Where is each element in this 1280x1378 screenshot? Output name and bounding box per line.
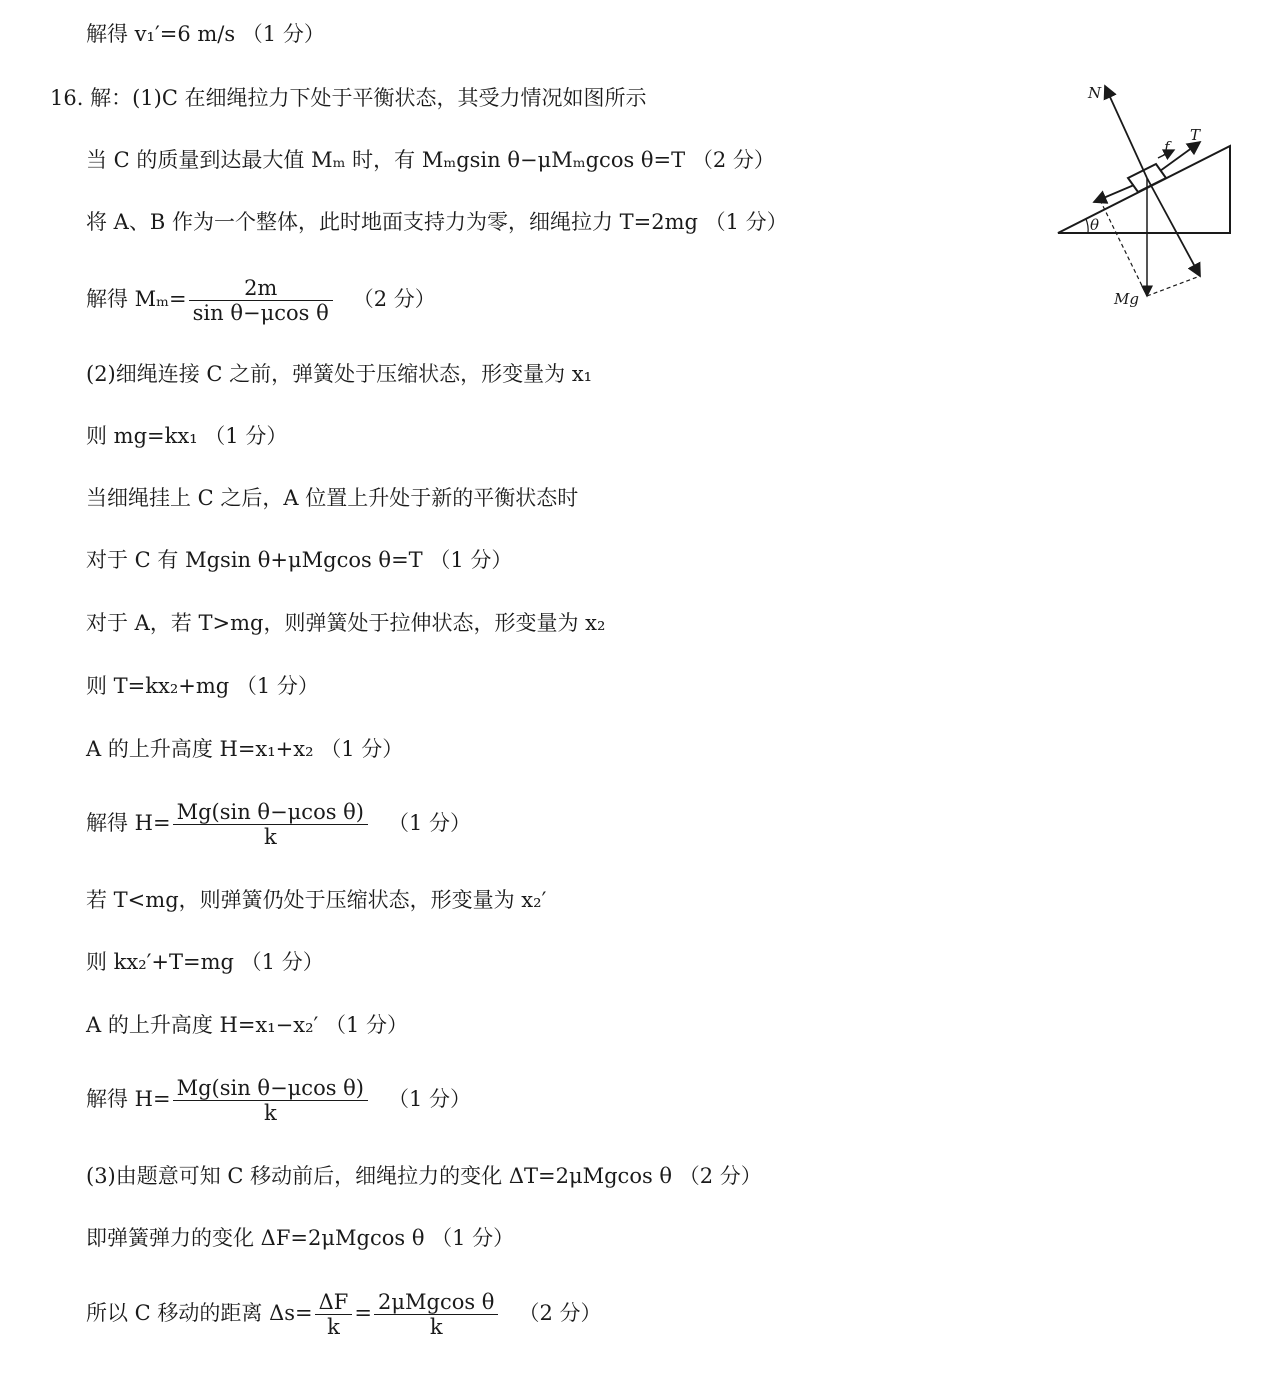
label-t: T xyxy=(1190,126,1201,144)
distance-denominator-2: k xyxy=(429,1315,443,1339)
case-t-greater: 对于 A，若 T>mg，则弹簧处于拉伸状态，形变量为 x₂ xyxy=(86,611,606,635)
h-numerator-2: Mg(sin θ−μcos θ) xyxy=(173,1076,368,1101)
theta-arc xyxy=(1086,219,1088,233)
equation-t-kx2: 则 T=kx₂+mg （1 分） xyxy=(86,674,319,698)
after-hang-c: 当细绳挂上 C 之后，A 位置上升处于新的平衡状态时 xyxy=(86,486,579,510)
h-score-2: （1 分） xyxy=(388,1087,472,1111)
solve-mm-line xyxy=(86,276,436,325)
case-t-less: 若 T<mg，则弹簧仍处于压缩状态，形变量为 x₂′ xyxy=(86,888,547,912)
h-fraction-1 xyxy=(173,800,368,849)
equation-kx2-prime: 则 kx₂′+T=mg （1 分） xyxy=(86,950,324,974)
normal-force-arrow xyxy=(1105,86,1147,178)
label-f: f xyxy=(1164,138,1170,156)
distance-fraction-2 xyxy=(374,1290,498,1339)
label-theta: θ xyxy=(1090,216,1100,234)
height-difference: A 的上升高度 H=x₁−x₂′ （1 分） xyxy=(86,1013,409,1037)
answer-line-v1: 解得 v₁′=6 m/s （1 分） xyxy=(86,22,325,46)
distance-denominator-1: k xyxy=(327,1315,340,1339)
distance-score: （2 分） xyxy=(518,1301,602,1325)
equation-mg-kx1: 则 mg=kx₁ （1 分） xyxy=(86,424,288,448)
distance-equals: = xyxy=(354,1301,372,1325)
h-denominator-1: k xyxy=(263,825,277,849)
distance-numerator-2: 2μMgcos θ xyxy=(374,1290,498,1315)
solve-mm-prefix: 解得 Mₘ= xyxy=(86,287,187,311)
h-score-1: （1 分） xyxy=(388,811,472,835)
part2-intro: (2)细绳连接 C 之前，弹簧处于压缩状态，形变量为 x₁ xyxy=(86,362,593,386)
equation-for-c: 对于 C 有 Mgsin θ+μMgcos θ=T （1 分） xyxy=(86,548,513,572)
max-mass-condition: 当 C 的质量到达最大值 Mₘ 时，有 Mₘgsin θ−μMₘgcos θ=T （2 分） xyxy=(86,148,775,172)
friction-down-arrow xyxy=(1094,185,1134,202)
solve-h-line-2 xyxy=(86,1076,471,1125)
force-diagram xyxy=(1050,78,1240,310)
dashed-perpendicular-line xyxy=(1147,276,1200,296)
solve-h-prefix-2: 解得 H= xyxy=(86,1087,171,1111)
h-denominator-2: k xyxy=(263,1101,277,1125)
distance-fraction-1 xyxy=(315,1290,353,1339)
h-numerator-1: Mg(sin θ−μcos θ) xyxy=(173,800,368,825)
spring-force-change: 即弹簧弹力的变化 ΔF=2μMgcos θ （1 分） xyxy=(86,1226,515,1250)
mm-numerator: 2m xyxy=(189,276,333,301)
mm-fraction xyxy=(189,276,333,325)
distance-numerator-1: ΔF xyxy=(315,1290,353,1315)
label-mg: Mg xyxy=(1114,290,1139,308)
h-fraction-2 xyxy=(173,1076,368,1125)
whole-ab-condition: 将 A、B 作为一个整体，此时地面支持力为零，细绳拉力 T=2mg （1 分） xyxy=(86,210,788,234)
distance-line xyxy=(86,1290,602,1339)
mm-denominator: sin θ−μcos θ xyxy=(192,301,329,325)
dashed-parallel-line xyxy=(1100,200,1147,296)
mg-perpendicular-component xyxy=(1147,178,1200,276)
mm-score: （2 分） xyxy=(352,287,436,311)
solve-h-line-1 xyxy=(86,800,471,849)
part3-tension-change: (3)由题意可知 C 移动前后，细绳拉力的变化 ΔT=2μMgcos θ （2 分） xyxy=(86,1164,762,1188)
label-n: N xyxy=(1088,84,1102,102)
question-16-intro: 16. 解：(1)C 在细绳拉力下处于平衡状态，其受力情况如图所示 xyxy=(50,86,647,110)
distance-prefix: 所以 C 移动的距离 Δs= xyxy=(86,1301,313,1325)
solve-h-prefix-1: 解得 H= xyxy=(86,811,171,835)
height-sum: A 的上升高度 H=x₁+x₂ （1 分） xyxy=(86,737,404,761)
